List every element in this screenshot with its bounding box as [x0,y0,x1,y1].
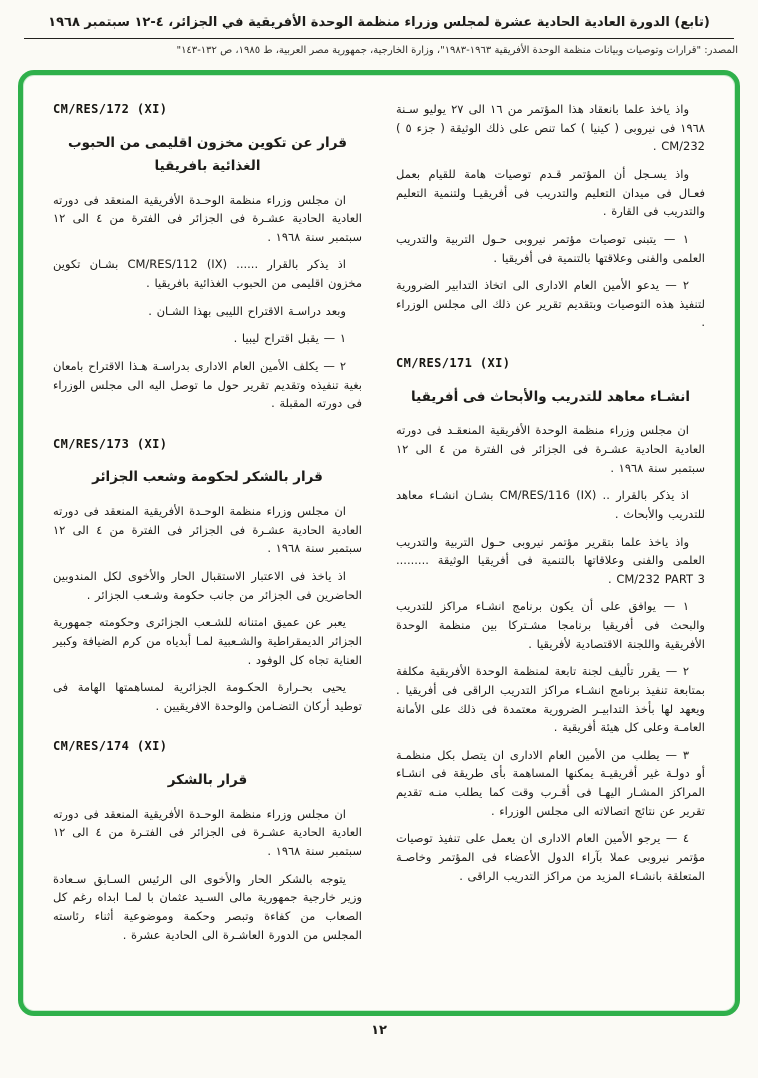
resolution-paragraph: اذ يذكر بالقرار .. CM/RES/116 (IX) بشـان انشـاء معاهد للتدريب والأبحاث . [396,488,705,521]
resolution-paragraph: ان مجلس وزراء منظمة الوحـدة الأفريقية المنعقد فى دورته العادية الحادية عشـرة فى الجزائر فى الفترة من ٤ الى ١٢ سبتمبر سنة ١٩٦٨ . [53,504,362,556]
header-source: المصدر: "قرارات وتوصيات وبيانات منظمة الوحدة الأفريقية ١٩٦٣-١٩٨٣"، وزارة الخارجية، جمهورية مصر العربية، ط ١٩٨٥، ص ١٣٢-١٤٣" [176,45,738,57]
resolution-paragraph: واذ ياخذ علما بتقرير مؤتمر نيروبى حـول التربية والتدريب العلمى والفنى وعلاقاتها بالتنمية فى أفريقيا الوثيقة ......... CM/232 PART 3 . [396,534,705,586]
resolution-paragraph: ان مجلس وزراء منظمة الوحدة الأفريقية المنعقـد فى دورته العادية الحادية عشـرة فى الجزائر فى الفترة من ٤ الى ١٢ سبتمبر سنة ١٩٦٨ . [396,423,705,475]
resolution-paragraph: يعبر عن عميق امتنانه للشـعب الجزائرى وحكومته جمهورية الجزائر الديمقراطية والشـعبية لمـا أبدياه من كرم الضيافة وكبير العناية تجاه كل الوفود . [53,615,362,667]
resolution-paragraph: اذ يذكر بالقرار ...... CM/RES/112 (IX) بشـان تكوين مخزون اقليمى من الحبوب الغذائية بافريقيا . [53,257,362,290]
resolution-paragraph: ١ — يقبل اقتراح ليبيا . [233,331,346,346]
resolution-paragraph: اذ ياخذ فى الاعتبار الاستقبال الحار والأخوى لكل المندوبين الحاضرين فى الجزائر من جانب حكومة وشـعب الجزائر . [53,569,362,602]
resolution-code: CM/RES/174 (XI) [53,739,168,754]
resolution-code: CM/RES/172 (XI) [53,102,168,117]
resolution-paragraph: ٢ — يقرر تأليف لجنة تابعة لمنظمة الوحدة الأفريقية مكلفة بمتابعة تنفيذ برنامج انشـاء مراكز التدريب الراقى فى أفريقيا . ويعهد لها بأخذ التدابيـر الضرورية معتمدة فى ذلك على الأمانة العامـة وعلى كل هيئة أفريقية . [396,664,705,735]
resolution-title: انشـاء معاهد للتدريب والأبحاث فى أفريقيا [411,388,690,405]
column-left [53,99,362,993]
header-divider [24,38,734,39]
resolution-paragraph: ١ — يوافق على أن يكون برنامج انشـاء مراكز للتدريب والبحث فى أفريقيا برنامجا مشـتركا بين منظمة الوحدة الأفريقية واللجنة الاقتصادية لأفريقيا . [396,599,705,651]
resolution-title: قرار بالشكر [167,771,248,788]
page-number: ١٢ [371,1023,387,1039]
resolution-paragraph: ٣ — يطلب من الأمين العام الادارى ان يتصل بكل منظمـة أو دولـة غير أفريقيـة يمكنها المساهمة بأى طريقة فى انشـاء المراكز المشـار اليهـا فى أقـرب وقت كما يطلب منـه تقديم تقرير عن نتائج اتصالاته الى مجلس الوزراء . [396,747,705,818]
resolution-paragraph: يتوجه بالشكر الحار والأخوى الى الرئيس السـابق سـعادة وزير خارجية جمهورية مالى السـيد عثمان با لمـا ابداه رغم كل الصعاب من كفاءة وتبصر وحكمة وموضوعية أثناء رئاسته المجلس من الدورة العاشـرة الى الحادية عشرة . [53,871,362,942]
resolution-paragraph: ان مجلس وزراء منظمة الوحـدة الأفريقية المنعقد فى دورته العادية الحادية عشـرة فى الجزائر فى الفترة من ٤ الى ١٢ سبتمبر سنة ١٩٦٨ . [53,192,362,244]
document-header [0,14,758,58]
resolution-paragraph: ١ — يتبنى توصيات مؤتمر نيروبى حـول التربية والتدريب العلمى والفنى وعلاقتها بالتنمية فى أفريقيا . [396,231,705,265]
resolutions-columns [53,99,705,993]
resolution-paragraph: واذ ياخذ علما بانعقاد هذا المؤتمر من ١٦ الى ٢٧ يوليو سـنة ١٩٦٨ فى نيروبى ( كينيا ) كما تنص على ذلك الوثيقة ( جزء ٥ ) CM/232 . [396,102,705,154]
content-frame [18,70,740,1016]
resolution-title: قرار بالشكر لحكومة وشعب الجزائر [92,469,323,486]
column-right [396,99,705,993]
resolution-title: قرار عن تكوين مخزون اقليمى من الحبوب الغذائية بافريقيا [68,134,347,174]
header-title: (تابع) الدورة العادية الحادية عشرة لمجلس وزراء منظمة الوحدة الأفريقية في الجزائر، ٤-١٢ سبتمبر ١٩٦٨ [48,15,710,30]
resolution-paragraph: واذ يسـجل أن المؤتمر قـدم توصيات هامة للقيام بعمل فعـال فى ميدان التعليم والتدريب فى أفريقيـا ولتنمية التعليم والتدريب فى القارة . [396,167,705,219]
resolution-paragraph: ٢ — يدعو الأمين العام الادارى الى اتخاذ التدابير الضرورية لتنفيذ هذه التوصيات وبتقديم تقرير عن ذلك الى مجلس الوزراء . [396,278,705,330]
resolution-paragraph: وبعد دراسـة الاقتراح الليبى بهذا الشـان . [148,303,346,318]
resolution-code: CM/RES/173 (XI) [53,436,168,451]
resolution-paragraph: ان مجلس وزراء منظمة الوحـدة الأفريقية المنعقد فى دورته العادية الحادية عشـرة فى الجزائر فى الفتـرة من ٤ الى ١٢ سبتمبر سنة ١٩٦٨ . [53,806,362,858]
resolution-code: CM/RES/171 (XI) [396,356,511,371]
resolution-paragraph: يحيى بحـرارة الحكـومة الجزائرية لمساهمتها الهامة فى توطيد أركان التضـامن والوحدة الافريقيين . [53,680,362,713]
resolution-paragraph: ٢ — يكلف الأمين العام الادارى بدراسـة هـذا الاقتراح بامعان بغية تنفيذه وتقديم تقرير حول ما توصل اليه الى مجلس الوزراء فى دورته المقبلة . [53,358,362,411]
resolution-paragraph: ٤ — يرجو الأمين العام الادارى ان يعمل على تنفيذ توصيات مؤتمر نيروبى عملا بآراء الدول الأعضاء فى المؤتمر وخاصـة المتعلقة بانشـاء المزيد من مراكز التدريب الراقى . [396,831,705,883]
page-footer [0,1023,758,1038]
